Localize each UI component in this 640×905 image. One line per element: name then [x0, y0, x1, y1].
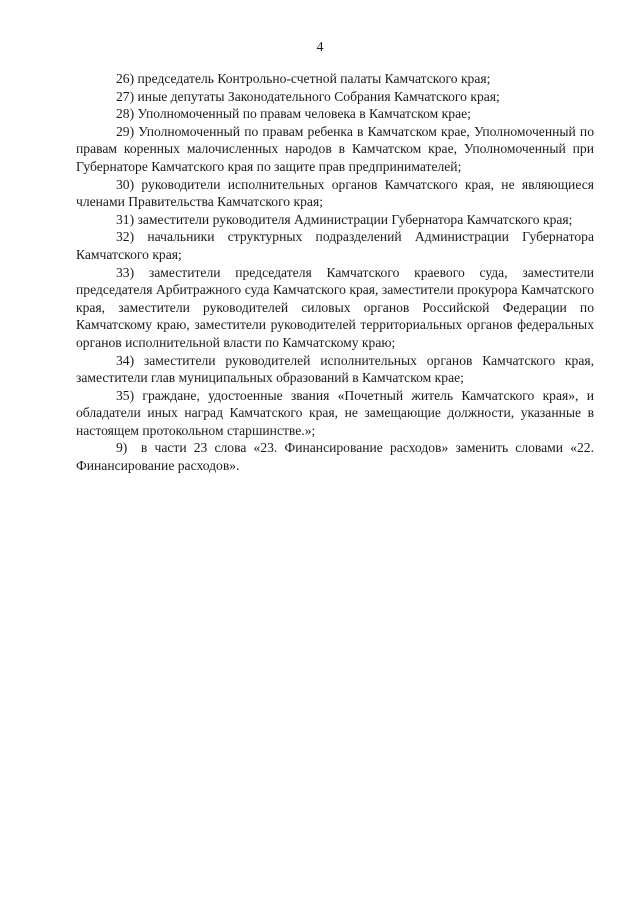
list-item-34: 34) заместители руководителей исполнительных органов Камчатского края, заместители глав муниципальных образований в Камчатском крае;	[76, 352, 594, 386]
list-item-31: 31) заместители руководителя Администрации Губернатора Камчатского края;	[116, 211, 573, 227]
list-item-28: 28) Уполномоченный по правам человека в Камчатском крае;	[116, 106, 471, 122]
list-item-26: 26) председатель Контрольно-счетной палаты Камчатского края;	[116, 71, 491, 86]
page-number: 4	[316, 40, 324, 55]
list-item-32: 32) начальники структурных подразделений Администрации Губернатора Камчатского края;	[76, 229, 594, 262]
list-item-35: 35) граждане, удостоенные звания «Почетный житель Камчатского края», и обладатели иных наград Камчатского края, не замещающие должности, указанные в настоящем протокольном старшинстве.»;	[76, 387, 594, 438]
list-item-33: 33) заместители председателя Камчатского краевого суда, заместители председателя Арбитражного суда Камчатского края, заместители прокурора Камчатского края, заместители руководителей силовых органов Российской Федерации по Камчатскому краю, заместители руководителей территориальных органов федеральных органов исполнительной власти по Камчатскому краю;	[76, 264, 594, 350]
list-item-27: 27) иные депутаты Законодательного Собрания Камчатского края;	[116, 88, 500, 104]
amendment-item-9: 9) в части 23 слова «23. Финансирование расходов» заменить словами «22. Финансирование расходов».	[76, 440, 594, 474]
list-item-30: 30) руководители исполнительных органов Камчатского края, не являющиеся членами Правительства Камчатского края;	[76, 176, 594, 210]
list-item-29: 29) Уполномоченный по правам ребенка в Камчатском крае, Уполномоченный по правам коренных малочисленных народов в Камчатском крае, Уполномоченный при Губернаторе Камчатского края по защите прав предпринимателей;	[76, 123, 594, 174]
document-body	[76, 70, 594, 475]
